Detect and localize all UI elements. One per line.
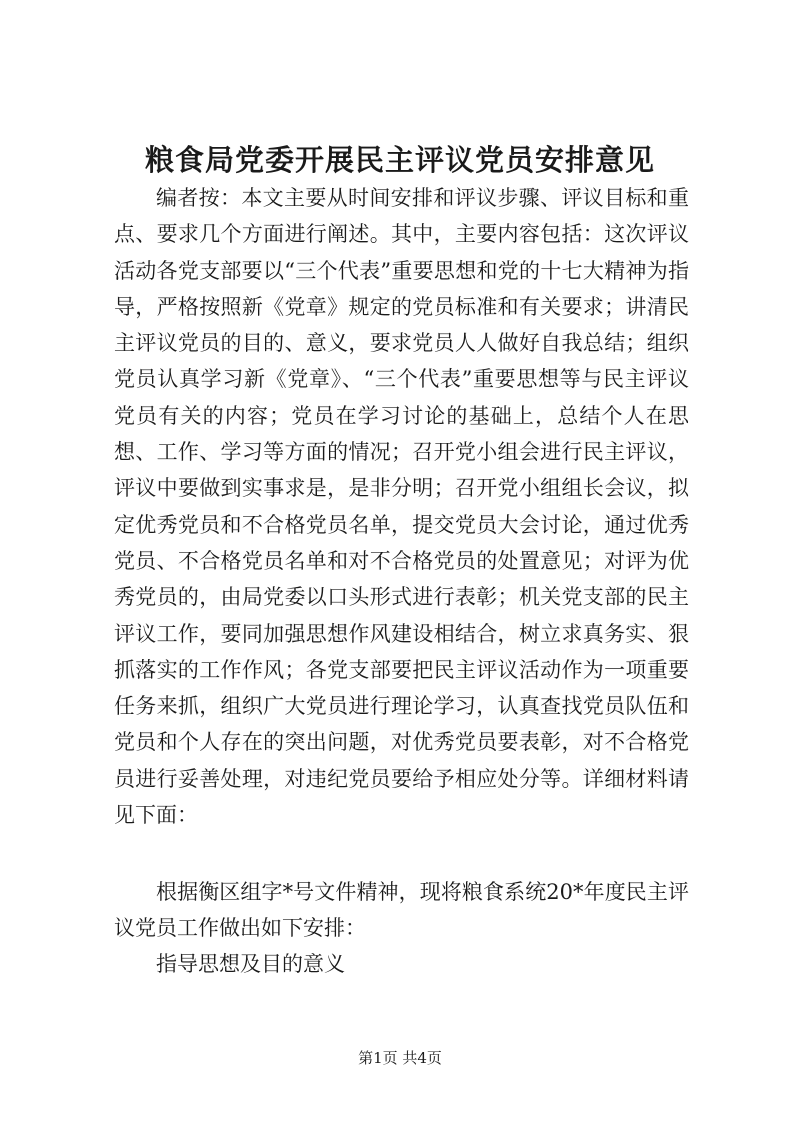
document-title: 粮食局党委开展民主评议党员安排意见: [144, 143, 655, 177]
page-footer: 第1页 共4页: [358, 1049, 442, 1067]
basis-paragraph: 根据衡区组字*号文件精神，现将粮食系统20*年度民主评议党员工作做出如下安排：: [114, 880, 689, 941]
editor-note-paragraph: 编者按：本文主要从时间安排和评议步骤、评议目标和重点、要求几个方面进行阐述。其中，主要内容包括：这次评议活动各党支部要以“三个代表”重要思想和党的十七大精神为指导，严格按照新《党章》规定的党员标准和有关要求；讲清民主评议党员的目的、意义，要求党员人人做好自我总结；组织党员认真学习新《党章》、“三个代表”重要思想等与民主评议党员有关的内容；党员在学习讨论的基础上，总结个人在思想、工作、学习等方面的情况；召开党小组会进行民主评议，评议中要做到实事求是，是非分明；召开党小组组长会议，拟定优秀党员和不合格党员名单，提交党员大会讨论，通过优秀党员、不合格党员名单和对不合格党员的处置意见；对评为优秀党员的，由局党委以口头形式进行表彰；机关党支部的民主评议工作，要同加强思想作风建设相结合，树立求真务实、狠抓落实的工作作风；各党支部要把民主评议活动作为一项重要任务来抓，组织广大党员进行理论学习，认真查找党员队伍和党员和个人存在的突出问题，对优秀党员要表彰，对不合格党员进行妥善处理，对违纪党员要给予相应处分等。详细材料请见下面：: [114, 186, 689, 828]
section-heading-guiding-ideology: 指导思想及目的意义: [156, 952, 345, 976]
